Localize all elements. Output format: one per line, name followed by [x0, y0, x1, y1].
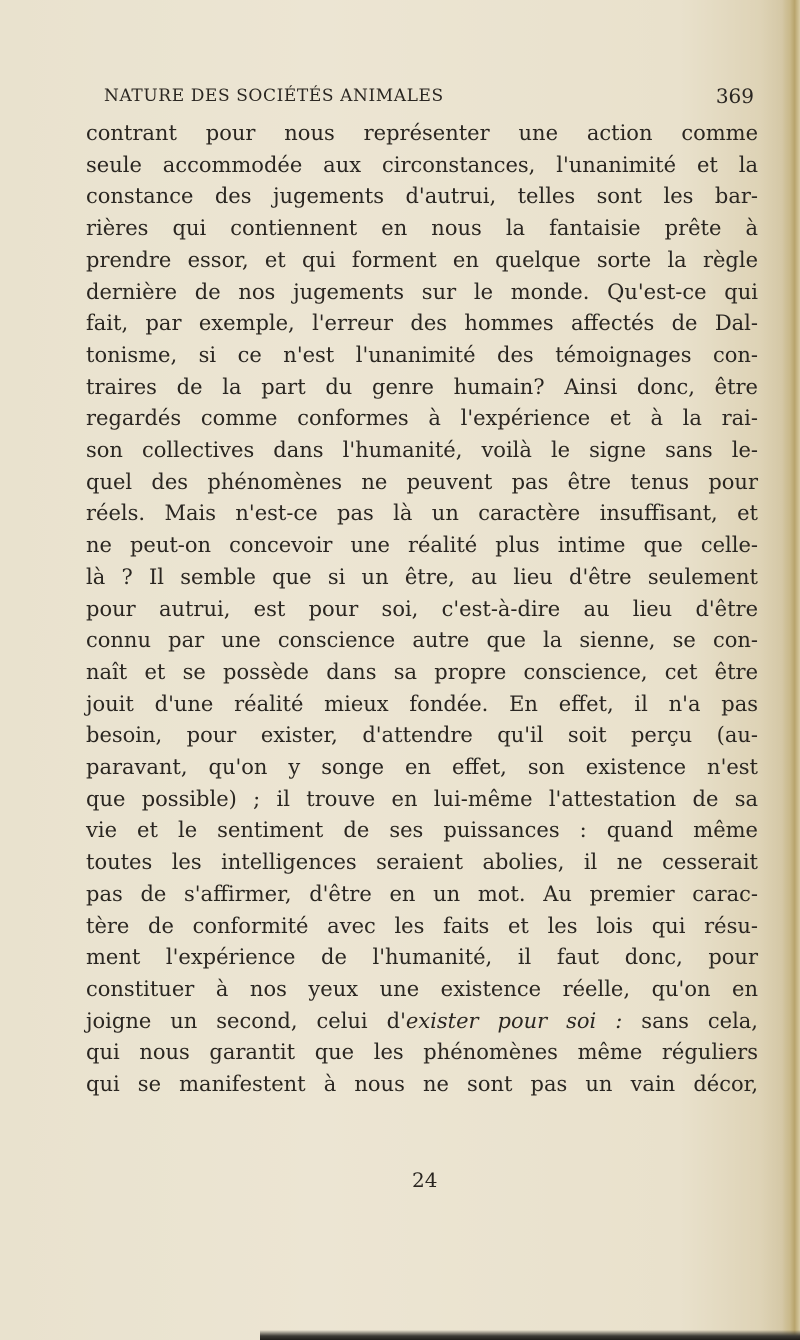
page-edge-right [782, 0, 800, 1340]
running-title: NATURE DES SOCIÉTÉS ANIMALES [104, 86, 444, 106]
text-segment: sans cela, [622, 1008, 758, 1033]
body-text [86, 118, 758, 1101]
text-line: qui se manifestent à nous ne sont pas un vain décor, [86, 1072, 758, 1097]
text-line: son collectives dans l'humanité, voilà le signe sans le- [86, 438, 758, 463]
text-line: paravant, qu'on y songe en effet, son existence n'est [86, 755, 758, 780]
text-line: dernière de nos jugements sur le monde. Qu'est-ce qui [86, 279, 758, 304]
text-line: seule accommodée aux circonstances, l'unanimité et la [86, 152, 758, 177]
text-line: qui nous garantit que les phénomènes même réguliers [86, 1040, 758, 1065]
text-line: naît et se possède dans sa propre conscience, cet être [86, 659, 758, 684]
text-segment: joigne un second, celui d' [86, 1008, 406, 1033]
text-line: vie et le sentiment de ses puissances : quand même [86, 818, 758, 843]
running-header [104, 86, 754, 116]
text-line: toutes les intelligences seraient abolies, il ne cesserait [86, 850, 758, 875]
page-number: 369 [715, 84, 754, 108]
text-line: tère de conformité avec les faits et les lois qui résu- [86, 913, 758, 938]
text-line-with-italic [86, 1006, 758, 1038]
text-line: prendre essor, et qui forment en quelque sorte la règle [86, 247, 758, 272]
italic-phrase: exister pour soi : [405, 1008, 623, 1033]
text-line: traires de la part du genre humain? Ainsi donc, être [86, 374, 758, 399]
text-line: jouit d'une réalité mieux fondée. En effet, il n'a pas [86, 691, 758, 716]
text-line: pour autrui, est pour soi, c'est-à-dire au lieu d'être [86, 596, 758, 621]
text-line: pas de s'affirmer, d'être en un mot. Au premier carac- [86, 881, 758, 906]
text-line: quel des phénomènes ne peuvent pas être tenus pour [86, 469, 758, 494]
text-line: que possible) ; il trouve en lui-même l'attestation de sa [86, 786, 758, 811]
text-line: rières qui contiennent en nous la fantaisie prête à [86, 216, 758, 241]
text-line: regardés comme conformes à l'expérience et à la rai- [86, 406, 758, 431]
text-line: contrant pour nous représenter une action comme [86, 121, 758, 145]
text-line: constituer à nos yeux une existence réelle, qu'on en [86, 976, 758, 1001]
text-line: là ? Il semble que si un être, au lieu d'être seulement [86, 564, 758, 589]
text-line: tonisme, si ce n'est l'unanimité des témoignages con- [86, 342, 758, 367]
text-line: connu par une conscience autre que la sienne, se con- [86, 628, 758, 653]
page-edge-bottom [260, 1330, 800, 1340]
signature-mark: 24 [412, 1168, 438, 1192]
text-line: constance des jugements d'autrui, telles sont les bar- [86, 184, 758, 209]
text-line: besoin, pour exister, d'attendre qu'il soit perçu (au- [86, 723, 758, 748]
text-line: ne peut-on concevoir une réalité plus intime que celle- [86, 533, 758, 558]
text-line: ment l'expérience de l'humanité, il faut donc, pour [86, 945, 758, 970]
text-line: réels. Mais n'est-ce pas là un caractère insuffisant, et [86, 501, 758, 526]
text-line: fait, par exemple, l'erreur des hommes affectés de Dal- [86, 311, 758, 336]
